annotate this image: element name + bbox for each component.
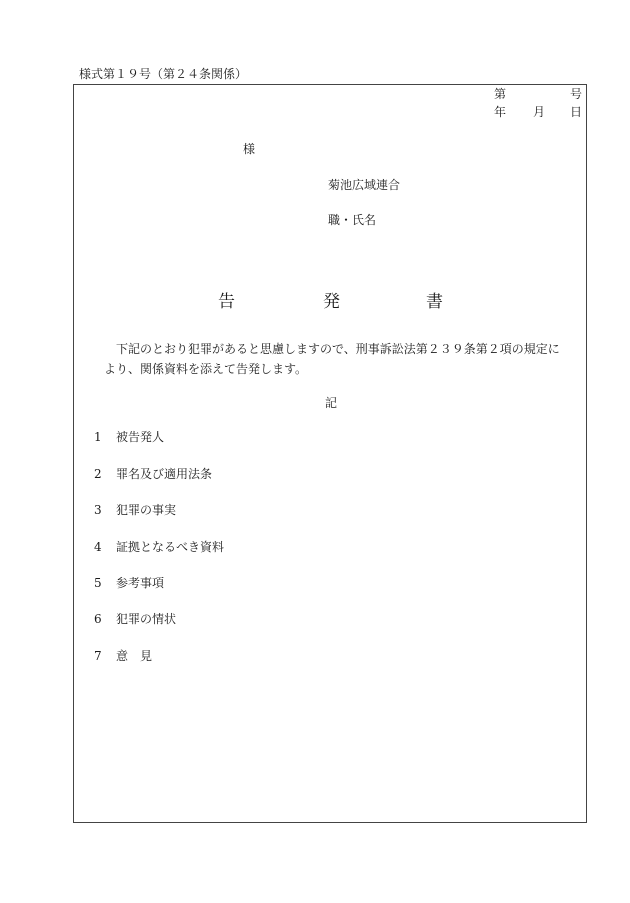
- list-item: [94, 649, 152, 663]
- sender-organization: 菊池広域連合: [328, 178, 401, 192]
- form-label: 様式第１９号（第２４条関係）: [79, 67, 248, 81]
- list-item: [94, 467, 212, 481]
- date-month: 月: [533, 105, 546, 119]
- item-number: 2: [94, 467, 102, 481]
- addressee-suffix: 様: [243, 142, 256, 156]
- title-char-3: 書: [426, 292, 443, 312]
- item-label: 被告発人: [116, 430, 165, 444]
- number-suffix: 号: [570, 87, 583, 101]
- number-prefix: 第: [494, 87, 507, 101]
- title-char-1: 告: [218, 292, 235, 312]
- body-paragraph: 下記のとおり犯罪があると思慮しますので、刑事訴訟法第２３９条第２項の規定により、関係資料を添えて告発します。: [104, 342, 560, 376]
- list-item: [94, 540, 224, 554]
- list-item: [94, 430, 164, 444]
- item-number: 6: [94, 612, 102, 626]
- item-number: 7: [94, 649, 102, 663]
- title-char-2: 発: [323, 292, 340, 312]
- item-number: 5: [94, 576, 102, 590]
- list-item: [94, 503, 176, 517]
- item-label: 参考事項: [116, 576, 165, 590]
- ki-heading: 記: [325, 396, 338, 410]
- item-label: 罪名及び適用法条: [116, 467, 213, 481]
- item-label: 犯罪の情状: [116, 612, 177, 626]
- item-number: 1: [94, 430, 102, 444]
- item-number: 3: [94, 503, 102, 517]
- sender-position-name: 職・氏名: [328, 213, 377, 227]
- item-label: 犯罪の事実: [116, 503, 177, 517]
- item-label: 証拠となるべき資料: [116, 540, 225, 554]
- date-year: 年: [494, 105, 507, 119]
- document-frame: [73, 84, 587, 823]
- list-item: [94, 612, 176, 626]
- list-item: [94, 576, 164, 590]
- item-number: 4: [94, 540, 102, 554]
- date-day: 日: [570, 105, 583, 119]
- item-label: 意 見: [116, 649, 153, 663]
